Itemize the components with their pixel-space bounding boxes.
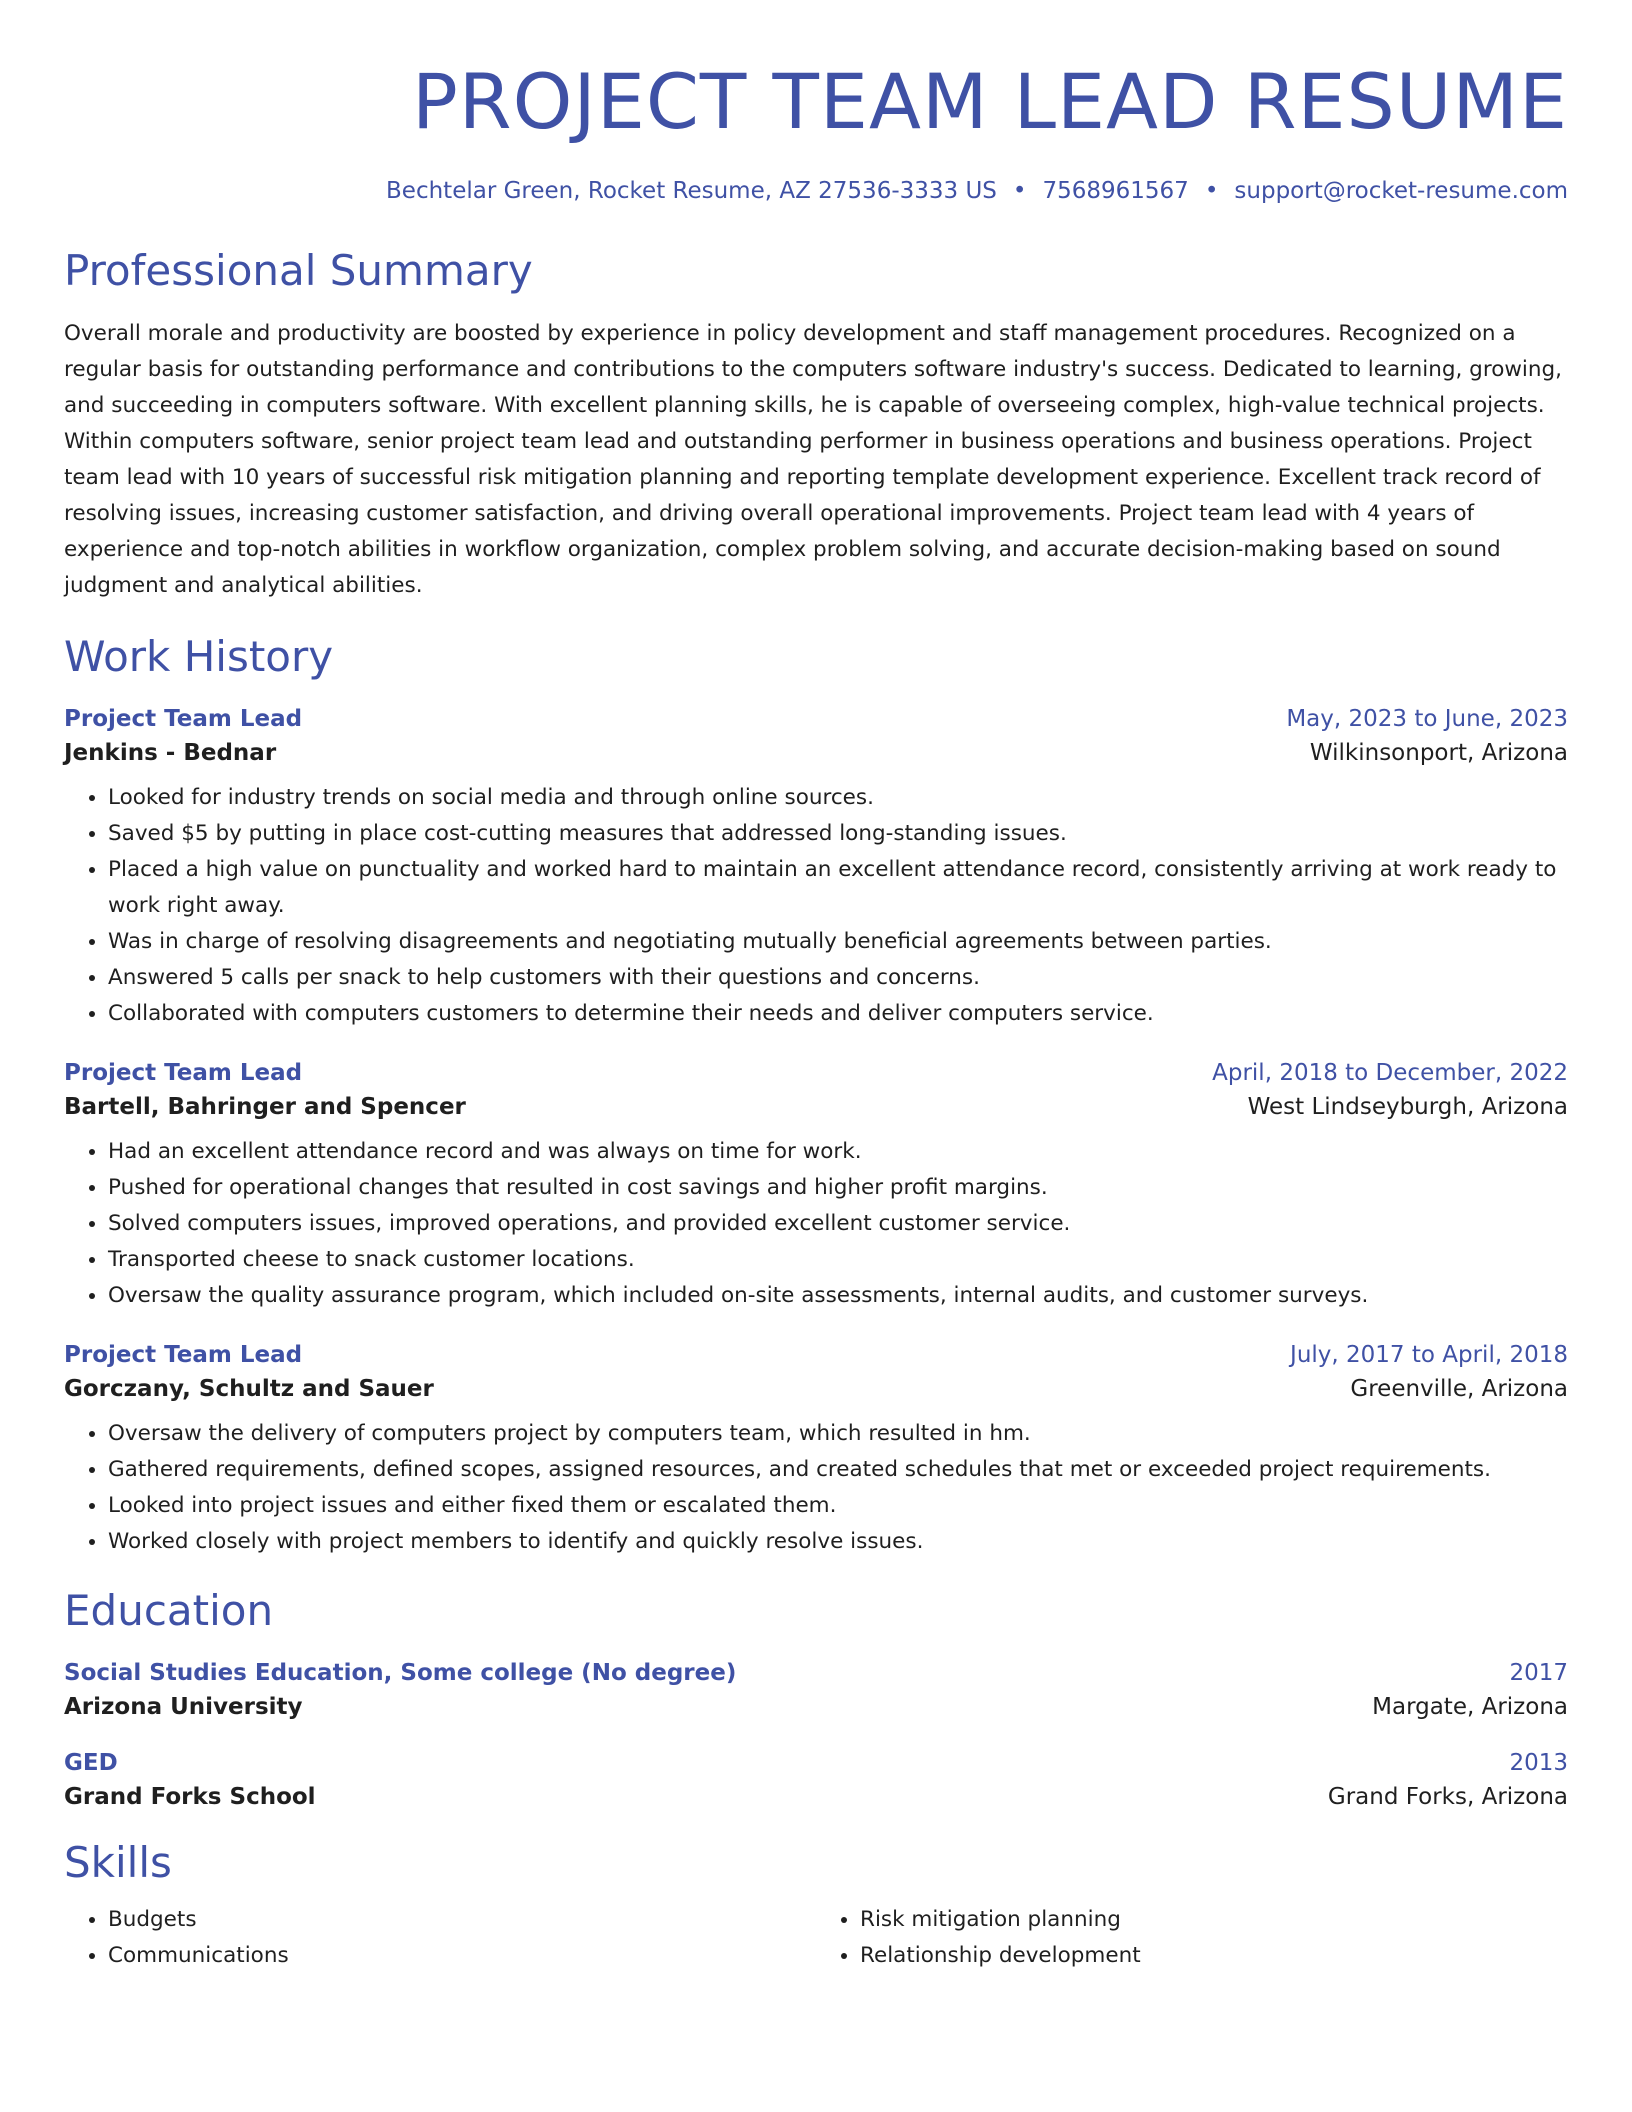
job-subheader xyxy=(64,1376,1568,1402)
education-header xyxy=(64,1660,1568,1686)
list-item: • Looked into project issues and either fixed them or escalated them. xyxy=(108,1488,1568,1524)
job-dates: April, 2018 to December, 2022 xyxy=(1212,1060,1568,1086)
list-item: • Collaborated with computers customers to determine their needs and deliver computers service. xyxy=(108,996,1568,1032)
education-section xyxy=(64,1586,1568,1810)
job-location: Greenville, Arizona xyxy=(1350,1376,1568,1402)
list-item: • Had an excellent attendance record and was always on time for work. xyxy=(108,1134,1568,1170)
list-item: • Answered 5 calls per snack to help customers with their questions and concerns. xyxy=(108,960,1568,996)
job-bullets xyxy=(64,1134,1568,1314)
school-location: Margate, Arizona xyxy=(1372,1694,1568,1720)
separator-dot: • xyxy=(1012,178,1027,204)
contact-line xyxy=(64,178,1568,204)
list-item: • Saved $5 by putting in place cost-cutting measures that addressed long-standing issues. xyxy=(108,816,1568,852)
section-heading-education: Education xyxy=(64,1586,274,1635)
list-item: • Relationship development xyxy=(860,1938,1568,1974)
list-item: • Placed a high value on punctuality and worked hard to maintain an excellent attendance record, consistently arriving at work ready to work right away. xyxy=(108,852,1568,924)
job-header xyxy=(64,1342,1568,1368)
skills-columns xyxy=(64,1902,1568,1974)
job-header xyxy=(64,1060,1568,1086)
list-item: • Transported cheese to snack customer locations. xyxy=(108,1242,1568,1278)
education-entry xyxy=(64,1750,1568,1810)
education-entry xyxy=(64,1660,1568,1720)
education-year: 2013 xyxy=(1509,1750,1568,1776)
job-title: Project Team Lead xyxy=(64,1060,303,1086)
list-item: • Oversaw the quality assurance program, which included on-site assessments, internal audits, and customer surveys. xyxy=(108,1278,1568,1314)
list-item: • Budgets xyxy=(108,1902,816,1938)
job-dates: May, 2023 to June, 2023 xyxy=(1286,706,1568,732)
resume-title: PROJECT TEAM LEAD RESUME xyxy=(411,57,1568,146)
degree: GED xyxy=(64,1750,118,1776)
job-entry xyxy=(64,706,1568,1032)
email-link[interactable]: support@rocket-resume.com xyxy=(1234,178,1568,204)
section-heading-skills: Skills xyxy=(64,1838,172,1887)
address: Bechtelar Green, Rocket Resume, AZ 27536-3333 US xyxy=(386,178,997,204)
job-bullets xyxy=(64,780,1568,1032)
education-year: 2017 xyxy=(1509,1660,1568,1686)
section-heading-summary: Professional Summary xyxy=(64,246,533,295)
degree: Social Studies Education, Some college (No degree) xyxy=(64,1660,737,1686)
education-subheader xyxy=(64,1694,1568,1720)
summary-text: Overall morale and productivity are boosted by experience in policy development and staff management procedures. Recognized on a regular basis for outstanding performance and contributions to the computers software industry's success. Dedicated to learning, growing, and succeeding in computers software. With excellent planning skills, he is capable of overseeing complex, high-value technical projects. Within computers software, senior project team lead and outstanding performer in business operations and business operations. Project team lead with 10 years of successful risk mitigation planning and reporting template development experience. Excellent track record of resolving issues, increasing customer satisfaction, and driving overall operational improvements. Project team lead with 4 years of experience and top-notch abilities in workflow organization, complex problem solving, and accurate decision-making based on sound judgment and analytical abilities. xyxy=(64,321,1563,598)
summary-section xyxy=(64,246,1568,604)
job-bullets xyxy=(64,1416,1568,1560)
school-name: Grand Forks School xyxy=(64,1784,316,1810)
phone: 7568961567 xyxy=(1042,178,1189,204)
job-location: West Lindseyburgh, Arizona xyxy=(1247,1094,1568,1120)
list-item: • Risk mitigation planning xyxy=(860,1902,1568,1938)
job-dates: July, 2017 to April, 2018 xyxy=(1290,1342,1568,1368)
school-name: Arizona University xyxy=(64,1694,303,1720)
skills-list-left xyxy=(64,1902,816,1974)
education-subheader xyxy=(64,1784,1568,1810)
job-entry xyxy=(64,1342,1568,1560)
list-item: • Gathered requirements, defined scopes, assigned resources, and created schedules that met or exceeded project requirements. xyxy=(108,1452,1568,1488)
list-item: • Worked closely with project members to identify and quickly resolve issues. xyxy=(108,1524,1568,1560)
job-subheader xyxy=(64,1094,1568,1120)
job-header xyxy=(64,706,1568,732)
job-entry xyxy=(64,1060,1568,1314)
skills-list-right xyxy=(816,1902,1568,1974)
separator-dot: • xyxy=(1204,178,1219,204)
work-history-section xyxy=(64,632,1568,1560)
job-title: Project Team Lead xyxy=(64,706,303,732)
school-location: Grand Forks, Arizona xyxy=(1327,1784,1568,1810)
skills-section xyxy=(64,1838,1568,1974)
list-item: • Communications xyxy=(108,1938,816,1974)
job-title: Project Team Lead xyxy=(64,1342,303,1368)
company-name: Gorczany, Schultz and Sauer xyxy=(64,1376,434,1402)
list-item: • Oversaw the delivery of computers project by computers team, which resulted in hm. xyxy=(108,1416,1568,1452)
section-heading-work: Work History xyxy=(64,632,334,681)
job-subheader xyxy=(64,740,1568,766)
list-item: • Looked for industry trends on social media and through online sources. xyxy=(108,780,1568,816)
list-item: • Was in charge of resolving disagreements and negotiating mutually beneficial agreements between parties. xyxy=(108,924,1568,960)
list-item: • Pushed for operational changes that resulted in cost savings and higher profit margins. xyxy=(108,1170,1568,1206)
list-item: • Solved computers issues, improved operations, and provided excellent customer service. xyxy=(108,1206,1568,1242)
job-location: Wilkinsonport, Arizona xyxy=(1309,740,1568,766)
company-name: Jenkins - Bednar xyxy=(64,740,277,766)
company-name: Bartell, Bahringer and Spencer xyxy=(64,1094,466,1120)
education-header xyxy=(64,1750,1568,1776)
